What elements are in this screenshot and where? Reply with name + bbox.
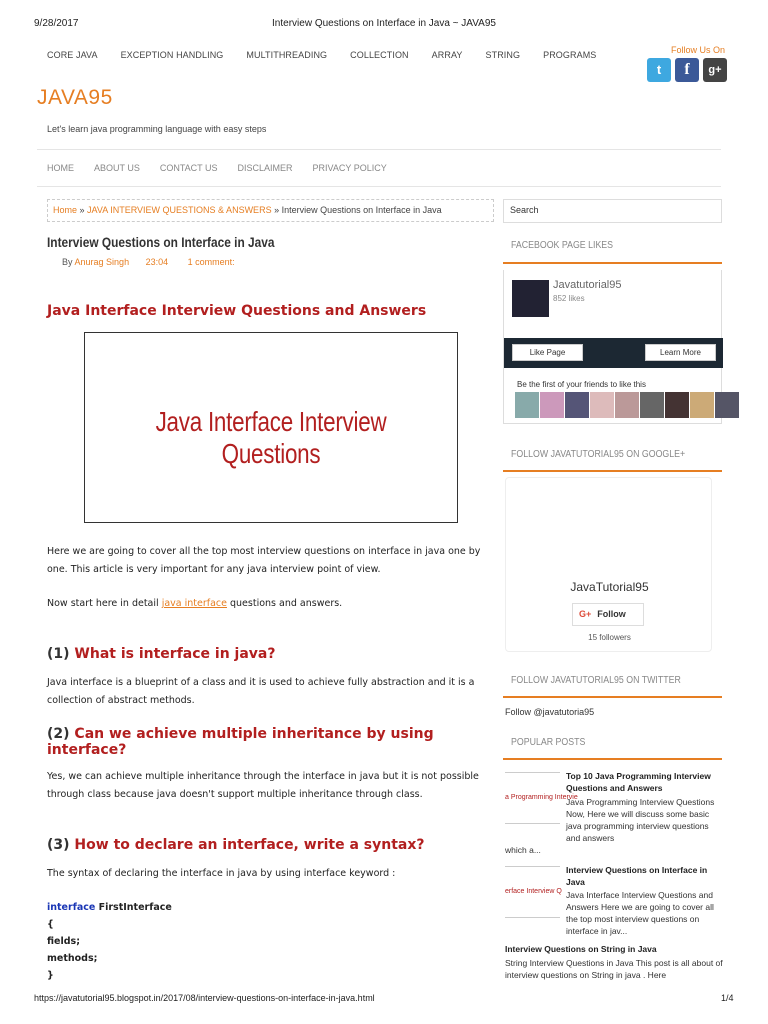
follow-us-label: Follow Us On — [671, 45, 726, 55]
facebook-page-name[interactable]: Javatutorial95 — [553, 279, 622, 291]
code-methods: methods; — [47, 953, 98, 964]
avatar[interactable] — [690, 392, 714, 418]
start-paragraph — [47, 595, 493, 613]
print-page-number: 1/4 — [721, 993, 734, 1003]
breadcrumb-separator: » — [77, 205, 88, 215]
facebook-widget-heading: FACEBOOK PAGE LIKES — [511, 240, 614, 251]
code-open-brace: { — [47, 919, 54, 930]
twitter-widget-heading: FOLLOW JAVATUTORIAL95 ON TWITTER — [511, 675, 681, 686]
avatar[interactable] — [565, 392, 589, 418]
breadcrumb-separator: » — [271, 205, 282, 215]
comments-link[interactable]: 1 comment: — [187, 257, 235, 267]
byline-by: By — [62, 257, 73, 267]
breadcrumb — [47, 199, 494, 222]
facebook-heading-underline — [503, 262, 722, 264]
google-plus-follow-label: Follow — [597, 609, 626, 619]
post-title: Interview Questions on Interface in Java — [47, 234, 275, 250]
google-plus-icon: G+ — [579, 609, 592, 619]
facebook-like-count: 852 likes — [553, 294, 585, 303]
top-nav-core-java[interactable]: CORE JAVA — [47, 50, 98, 60]
nav-divider — [37, 186, 721, 187]
facebook-page-thumbnail[interactable] — [512, 280, 549, 317]
google-plus-heading-underline — [503, 470, 722, 472]
start-text-end: questions and answers. — [226, 598, 343, 609]
question-2-text: Can we achieve multiple inheritance by using interface? — [47, 726, 434, 758]
popular-post-1-title[interactable]: Top 10 Java Programming Interview Questions and Answers — [566, 771, 711, 793]
code-keyword: interface — [47, 902, 96, 913]
start-text: Now start here in detail — [47, 598, 162, 609]
top-nav-multithreading[interactable]: MULTITHREADING — [246, 50, 328, 60]
top-nav — [47, 50, 619, 60]
popular-posts-underline — [503, 758, 722, 760]
question-2-number: (2) — [47, 726, 75, 742]
avatar[interactable] — [590, 392, 614, 418]
main-nav-contact-us[interactable]: CONTACT US — [159, 163, 218, 173]
post-heading: Java Interface Interview Questions and Answers — [47, 303, 427, 319]
popular-post-2-thumbnail-text: erface Interview Q — [505, 888, 562, 895]
intro-paragraph: Here we are going to cover all the top most interview questions on interface in java one by one. This article is very important for any java interview point of view. — [47, 546, 481, 575]
facebook-learn-more-button[interactable]: Learn More — [645, 344, 716, 361]
popular-post-1-thumbnail[interactable] — [505, 772, 578, 824]
top-nav-exception-handling[interactable]: EXCEPTION HANDLING — [120, 50, 224, 60]
java-interface-link[interactable]: java interface — [161, 598, 227, 609]
google-plus-follow-button[interactable] — [572, 603, 644, 626]
popular-posts-heading: POPULAR POSTS — [511, 737, 586, 748]
top-nav-array[interactable]: ARRAY — [431, 50, 463, 60]
avatar[interactable] — [540, 392, 564, 418]
google-plus-widget-heading: FOLLOW JAVATUTORIAL95 ON GOOGLE+ — [511, 449, 686, 460]
code-close-brace: } — [47, 970, 54, 981]
post-time[interactable]: 23:04 — [145, 257, 169, 267]
site-title[interactable]: JAVA95 — [37, 86, 113, 109]
question-1 — [47, 646, 493, 662]
breadcrumb-category[interactable]: JAVA INTERVIEW QUESTIONS & ANSWERS — [87, 205, 272, 215]
code-fields: fields; — [47, 936, 80, 947]
twitter-follow-link[interactable]: Follow @javatutoria95 — [505, 707, 595, 717]
question-3 — [47, 837, 493, 853]
question-1-text: What is interface in java? — [74, 646, 276, 662]
popular-post-1-snippet-end: which a... — [505, 845, 541, 855]
google-plus-follower-count: 15 followers — [588, 633, 631, 642]
hero-image-text: Java Interface Interview Questions — [155, 406, 387, 469]
hero-image — [84, 332, 458, 523]
facebook-page-widget — [503, 270, 722, 424]
popular-post-2-snippet: Java Interface Interview Questions and Answers Here we are going to cover all the top most interview questions on interface in jav... — [566, 890, 714, 936]
twitter-icon[interactable]: t — [647, 58, 671, 82]
google-plus-widget — [505, 477, 712, 652]
twitter-heading-underline — [503, 696, 722, 698]
answer-2: Yes, we can achieve multiple inheritance through the interface in java but it is not possible through class because java doesn't support multiple inheritance through class. — [47, 771, 479, 800]
main-nav-disclaimer[interactable]: DISCLAIMER — [237, 163, 293, 173]
author-link[interactable]: Anurag Singh — [74, 257, 130, 267]
main-nav-about-us[interactable]: ABOUT US — [94, 163, 140, 173]
avatar[interactable] — [615, 392, 639, 418]
facebook-friends-text: Be the first of your friends to like this — [517, 380, 646, 389]
facebook-cover-banner — [504, 338, 723, 368]
popular-post-3-snippet: String Interview Questions in Java This post is all about of interview questions on String in java . Here — [505, 958, 723, 980]
top-nav-string[interactable]: STRING — [485, 50, 521, 60]
site-tagline: Let's learn java programming language with easy steps — [47, 124, 267, 134]
top-nav-collection[interactable]: COLLECTION — [350, 50, 409, 60]
print-date: 9/28/2017 — [34, 18, 79, 29]
print-url: https://javatutorial95.blogspot.in/2017/08/interview-questions-on-interface-in-java.html — [34, 993, 375, 1003]
question-3-number: (3) — [47, 837, 75, 853]
popular-post-2-thumbnail[interactable] — [505, 866, 560, 918]
code-interface-name: FirstInterface — [95, 902, 172, 913]
popular-post-2-title[interactable]: Interview Questions on Interface in Java — [566, 865, 708, 887]
popular-post-1-snippet: Java Programming Interview Questions Now, Here we will discuss some basic java programming interview questions and answers — [566, 797, 715, 843]
facebook-icon[interactable]: f — [675, 58, 699, 82]
avatar[interactable] — [665, 392, 689, 418]
avatar[interactable] — [715, 392, 739, 418]
popular-post-1-thumbnail-text: a Programming Intervie — [505, 794, 578, 801]
search-input[interactable]: Search — [503, 199, 722, 223]
popular-post-3-title[interactable]: Interview Questions on String in Java — [505, 944, 657, 954]
breadcrumb-current: Interview Questions on Interface in Java — [281, 205, 442, 215]
question-1-number: (1) — [47, 646, 75, 662]
avatar[interactable] — [515, 392, 539, 418]
facebook-friend-avatars — [515, 392, 740, 418]
code-block — [47, 899, 172, 984]
main-nav-privacy-policy[interactable]: PRIVACY POLICY — [312, 163, 387, 173]
header-divider — [37, 149, 721, 150]
top-nav-programs[interactable]: PROGRAMS — [543, 50, 597, 60]
google-plus-icon[interactable]: g+ — [703, 58, 727, 82]
main-nav — [47, 163, 407, 173]
print-title: Interview Questions on Interface in Java ~ JAVA95 — [272, 18, 496, 29]
answer-1: Java interface is a blueprint of a class and it is used to achieve fully abstraction and it is a collection of abstract methods. — [47, 677, 475, 706]
breadcrumb-home[interactable]: Home — [53, 205, 78, 215]
avatar[interactable] — [640, 392, 664, 418]
answer-3: The syntax of declaring the interface in java by using interface keyword : — [47, 868, 396, 879]
main-nav-home[interactable]: HOME — [47, 163, 74, 173]
google-plus-page-name[interactable]: JavaTutorial95 — [570, 580, 649, 594]
post-byline — [62, 257, 235, 267]
question-2 — [47, 726, 493, 758]
facebook-like-page-button[interactable]: Like Page — [512, 344, 583, 361]
question-3-text: How to declare an interface, write a syntax? — [74, 837, 425, 853]
